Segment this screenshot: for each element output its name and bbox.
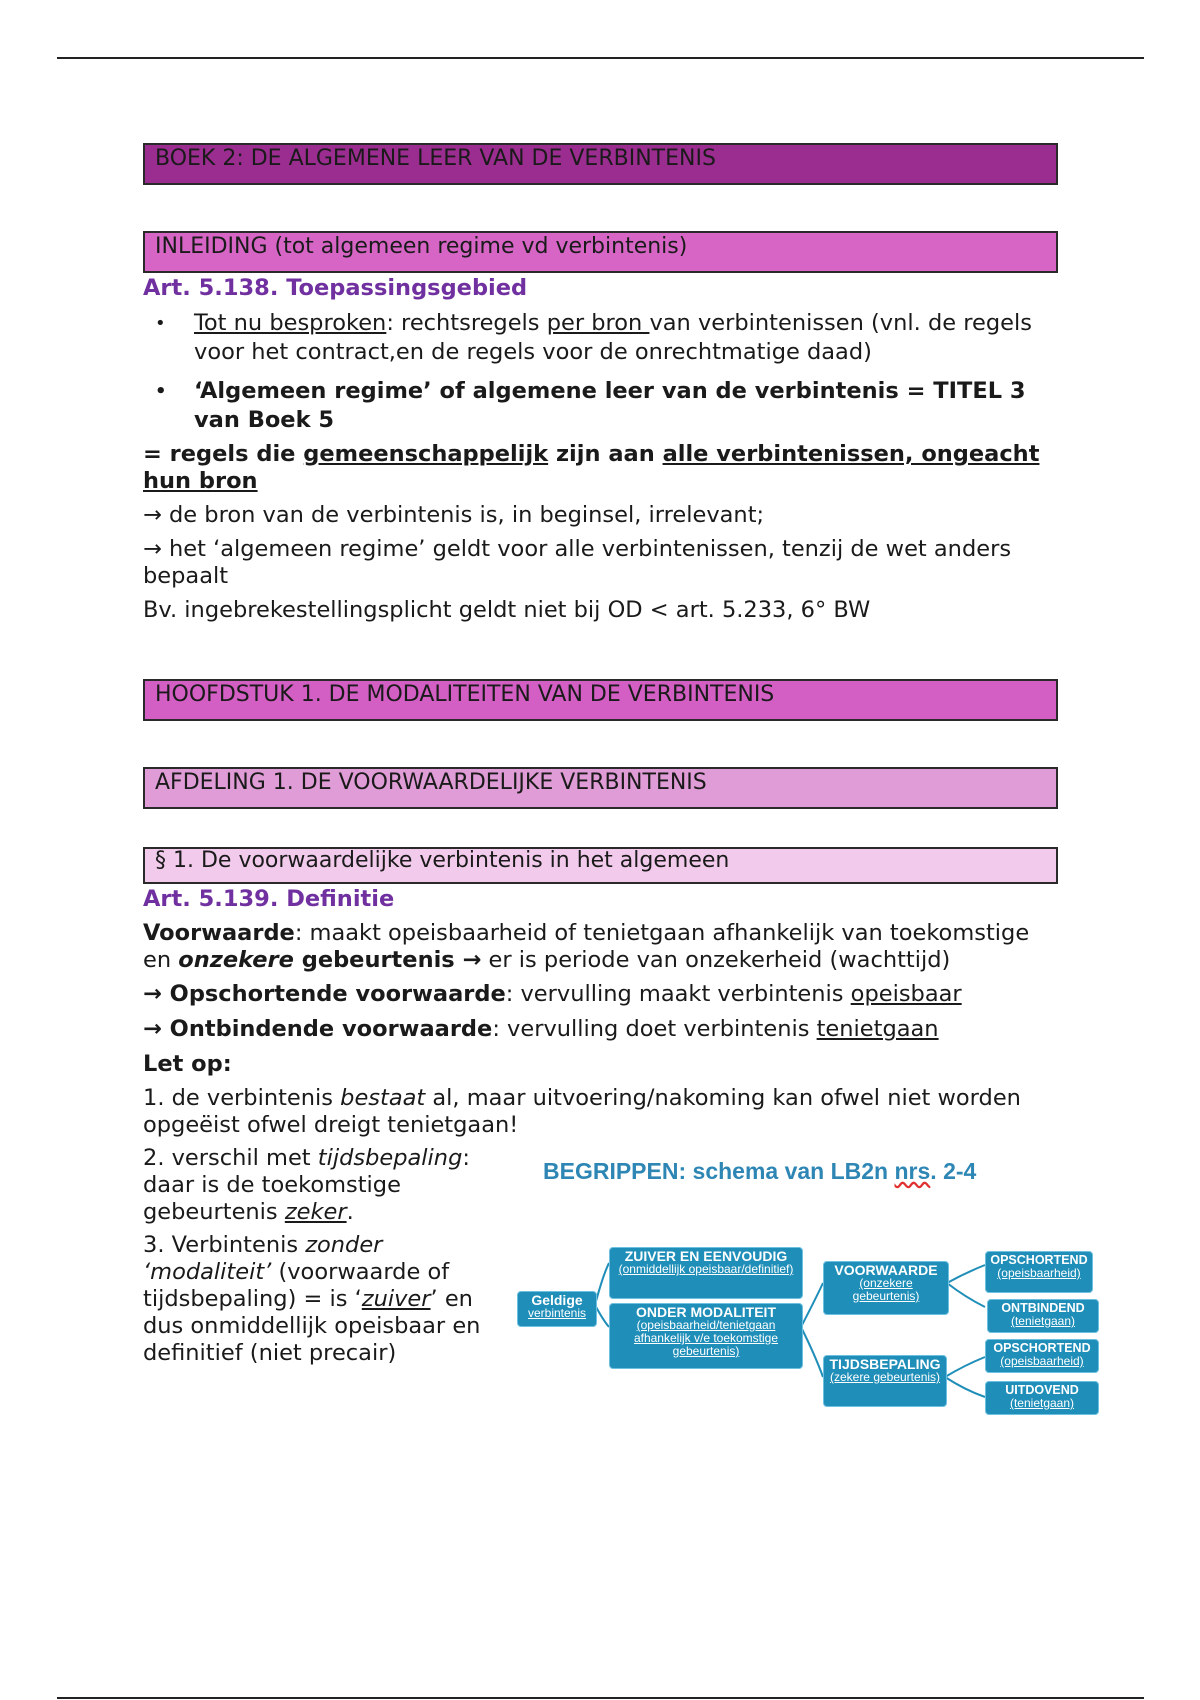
text: = regels die — [143, 441, 304, 467]
node-opschortend-vw — [985, 1251, 1093, 1293]
text-b: gebeurtenis → — [293, 947, 482, 973]
link-vw-ontb — [947, 1283, 985, 1307]
node-title: Geldige — [531, 1292, 583, 1308]
text: van verbintenissen (vnl. de regels voor het contract,en de regels voor de onrechtmatige daad) — [194, 310, 1032, 365]
note-1 — [143, 1085, 1058, 1139]
heading-boek — [143, 143, 1058, 185]
text-bi: onzekere — [178, 947, 294, 973]
text: zijn aan — [548, 441, 663, 467]
note-2 — [143, 1145, 513, 1226]
text: . — [346, 1199, 354, 1225]
node-sub: (opeisbaarheid) — [1000, 1354, 1084, 1368]
text-i: tijdsbepaling — [317, 1145, 463, 1171]
document-body — [143, 143, 1091, 1485]
text: ‘Algemeen regime’ of algemene leer van de verbintenis = TITEL 3 van Boek 5 — [194, 378, 1026, 433]
begrippen-diagram — [515, 1145, 1135, 1475]
node-geldige-verbintenis — [517, 1291, 597, 1327]
node-ontbindend — [987, 1299, 1099, 1333]
text-iu: zeker — [284, 1199, 347, 1225]
text: 1. de verbintenis — [143, 1085, 341, 1111]
text-b: → Opschortende voorwaarde — [143, 981, 506, 1007]
text: 3. Verbintenis — [143, 1232, 306, 1258]
bv-example: Bv. ingebrekestellingsplicht geldt niet bij OD < art. 5.233, 6° BW — [143, 597, 871, 623]
heading-paragraaf — [143, 847, 1058, 884]
text-iu: zuiver — [361, 1286, 431, 1312]
node-title: UITDOVEND — [1005, 1383, 1079, 1397]
node-zuiver-eenvoudig — [609, 1247, 803, 1299]
ontbindende-voorwaarde — [143, 1015, 1058, 1044]
text: er is periode van onzekerheid (wachttijd) — [481, 947, 951, 973]
node-sub: verbintenis — [527, 1306, 587, 1320]
text-b: → Ontbindende voorwaarde — [143, 1016, 493, 1042]
note-3 — [143, 1232, 513, 1367]
node-tijdsbepaling — [823, 1355, 947, 1407]
node-sub: (onmiddellijk opeisbaar/definitief) — [618, 1262, 794, 1276]
bottom-rule — [57, 1697, 1144, 1699]
node-onder-modaliteit — [609, 1303, 803, 1369]
top-rule — [57, 57, 1144, 59]
text-i: bestaat — [340, 1085, 426, 1111]
notes-column — [143, 1145, 513, 1373]
link-root-zuiver — [595, 1263, 609, 1305]
node-sub: (tenietgaan) — [1010, 1314, 1076, 1328]
bullet-algemeen-regime — [143, 377, 1058, 435]
article-title-5138: Art. 5.138. Toepassingsgebied — [143, 275, 528, 301]
node-title: OPSCHORTEND — [990, 1253, 1088, 1267]
node-voorwaarde — [823, 1261, 949, 1315]
text-u: gemeenschappelijk — [303, 441, 549, 467]
node-title: ONTBINDEND — [1001, 1301, 1085, 1315]
node-title: OPSCHORTEND — [993, 1341, 1091, 1355]
arrow-bron: → de bron van de verbintenis is, in beginsel, irrelevant; — [143, 502, 765, 528]
definitie-voorwaarde — [143, 920, 1058, 974]
text: : daar is de toekomstige gebeurtenis — [143, 1145, 470, 1225]
node-sub: (onzekere gebeurtenis) — [852, 1276, 920, 1303]
diagram-title-b: . 2-4 — [930, 1158, 977, 1184]
let-op: Let op: — [143, 1051, 232, 1077]
diagram-title-a: BEGRIPPEN: schema van LB2n — [543, 1158, 895, 1184]
link-tb-ops — [945, 1357, 985, 1377]
node-sub: (opeisbaarheid/tenietgaan afhankelijk v/e toekomstige gebeurtenis) — [633, 1318, 779, 1358]
text-u: tenietgaan — [816, 1016, 939, 1042]
text: (voorwaarde of tijdsbepaling) = is ‘ — [143, 1259, 450, 1312]
node-title: ZUIVER EN EENVOUDIG — [624, 1248, 788, 1264]
node-sub: (tenietgaan) — [1009, 1396, 1075, 1410]
link-vw-ops — [947, 1265, 985, 1283]
text-u: Tot nu besproken — [194, 310, 387, 336]
heading-inleiding — [143, 231, 1058, 273]
heading-hoofdstuk — [143, 679, 1058, 721]
link-root-modal — [595, 1305, 609, 1327]
node-title: TIJDSBEPALING — [829, 1356, 941, 1372]
text: : vervulling doet verbintenis — [492, 1016, 817, 1042]
node-sub: (opeisbaarheid) — [997, 1266, 1081, 1280]
bullet-dot: • — [155, 313, 166, 334]
bullet-dot: • — [155, 381, 167, 402]
text: : maakt opeisbaarheid of tenietgaan afhankelijk van toekomstige en — [143, 920, 1030, 973]
link-tb-uit — [945, 1377, 985, 1397]
link-modal-tb — [801, 1327, 823, 1377]
text: al, maar uitvoering/nakoming kan ofwel niet worden opgeëist ofwel dreigt tenietgaan! — [143, 1085, 1021, 1138]
heading-boek-text: BOEK 2: DE ALGEMENE LEER VAN DE VERBINTENIS — [155, 146, 716, 171]
node-title: VOORWAARDE — [834, 1262, 938, 1278]
text: ’ en dus onmiddellijk opeisbaar en definitief (niet precair) — [143, 1286, 481, 1366]
text: : vervulling maakt verbintenis — [505, 981, 851, 1007]
node-sub: (zekere gebeurtenis) — [829, 1370, 941, 1384]
text: : rechtsregels — [386, 310, 547, 336]
text-i: zonder ‘modaliteit’ — [143, 1232, 383, 1285]
heading-hoofdstuk-text: HOOFDSTUK 1. DE MODALITEITEN VAN DE VERBINTENIS — [155, 682, 775, 707]
link-modal-vw — [801, 1283, 823, 1327]
text-u: opeisbaar — [850, 981, 962, 1007]
node-uitdovend — [985, 1381, 1099, 1415]
text-u: per bron — [546, 310, 650, 336]
heading-inleiding-text: INLEIDING (tot algemeen regime vd verbintenis) — [155, 234, 688, 259]
diagram-title-nrs: nrs — [894, 1158, 931, 1184]
text-b: Voorwaarde — [143, 920, 295, 946]
lower-section — [143, 1145, 1091, 1485]
heading-afdeling — [143, 767, 1058, 809]
text-u: alle verbintenissen, ongeacht hun bron — [143, 441, 1040, 494]
heading-afdeling-text: AFDELING 1. DE VOORWAARDELIJKE VERBINTENIS — [155, 770, 707, 795]
node-opschortend-tb — [985, 1339, 1099, 1373]
heading-paragraaf-text: § 1. De voorwaardelijke verbintenis in het algemeen — [155, 848, 730, 873]
text: 2. verschil met — [143, 1145, 318, 1171]
arrow-regime: → het ‘algemeen regime’ geldt voor alle verbintenissen, tenzij de wet anders bepaalt — [143, 536, 1012, 589]
article-title-5139: Art. 5.139. Definitie — [143, 886, 395, 912]
node-title: ONDER MODALITEIT — [636, 1304, 776, 1320]
bullet-tot-nu — [143, 309, 1058, 367]
opschortende-voorwaarde — [143, 980, 1058, 1009]
regels-gemeenschappelijk — [143, 441, 1058, 495]
